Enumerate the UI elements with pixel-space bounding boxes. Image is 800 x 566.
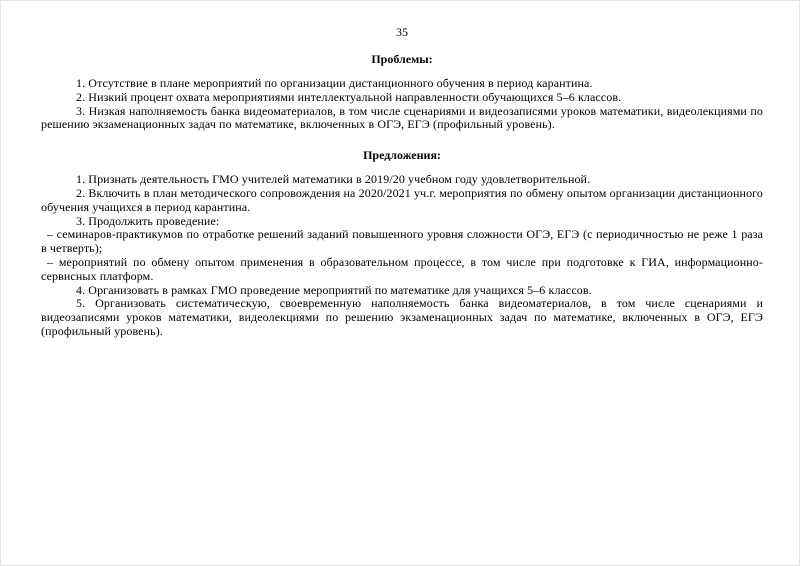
paragraph: 1. Признать деятельность ГМО учителей математики в 2019/20 учебном году удовлетворительной. [76, 172, 591, 187]
paragraph-dash-item: – мероприятий по обмену опытом применения в образовательном процессе, в том числе при подготовке к ГИА, информационно-сервисных платформ. [41, 254, 763, 283]
paragraph: 1. Отсутствие в плане мероприятий по организации дистанционного обучения в период карантина. [76, 76, 593, 90]
paragraph: 2. Низкий процент охвата мероприятиями интеллектуальной направленности обучающихся 5–6 классов. [76, 89, 622, 104]
paragraph: 2. Включить в план методического сопровождения на 2020/2021 уч.г. мероприятия по обмену опытом организации дистанционного обучения учащихся в период карантина. [41, 185, 763, 214]
section-heading-problems: Проблемы: [371, 52, 433, 66]
paragraph-dash-item: – семинаров-практикумов по отработке решений заданий повышенного уровня сложности ОГЭ, ЕГЭ (с периодичностью не реже 1 раза в четверть); [41, 227, 763, 256]
paragraph: 3. Низкая наполняемость банка видеоматериалов, в том числе сценариями и видеозаписями уроков математики, видеолекциями по решению экзаменационных задач по математике, включенных в ОГЭ, ЕГЭ (профильный уровень). [41, 103, 763, 132]
page-number: 35 [396, 25, 408, 39]
paragraph: 3. Продолжить проведение: [76, 213, 220, 228]
paragraph: 5. Организовать систематическую, своевременную наполняемость банка видеоматериалов, в том числе сценариями и видеозаписями уроков математики, видеолекциями по решению экзаменационных задач по математике, включенных в ОГЭ, ЕГЭ (профильный уровень). [41, 296, 763, 338]
section-heading-proposals: Предложения: [363, 148, 441, 163]
section-proposals [41, 148, 763, 339]
paragraph: 4. Организовать в рамках ГМО проведение мероприятий по математике для учащихся 5–6 классов. [76, 282, 592, 297]
section-problems [41, 52, 763, 132]
